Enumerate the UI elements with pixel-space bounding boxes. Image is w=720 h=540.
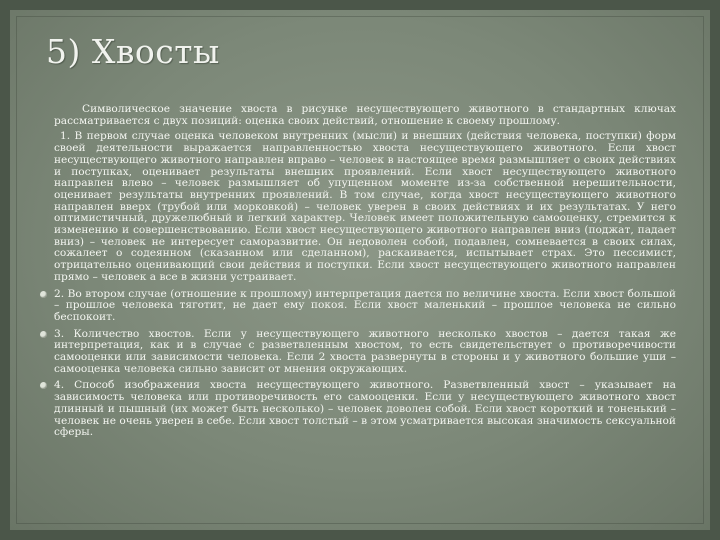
list-item [54, 131, 676, 283]
list-item [54, 380, 676, 439]
intro-paragraph: Символическое значение хвоста в рисунке несуществующего животного в стандартных ключах рассматривается с двух позиций: оценка своих действий, отношение к своему прошлому. [54, 103, 676, 127]
item-text: 2. Во втором случае (отношение к прошлому) интерпретация дается по величине хвоста. Если хвост большой – прошлое человека тяготит, не дает ему покоя. Если хвост маленький – прошлое человека не сильно беспокоит. [54, 287, 676, 323]
bullet-icon [40, 331, 47, 338]
bullet-icon [40, 382, 47, 389]
list-item [54, 329, 676, 376]
item-text: 1. В первом случае оценка человеком внутренних (мысли) и внешних (действия человека, поступки) форм своей деятельности выражается направленностью хвоста несуществующего животного. Если хвост несуществующего животного направлен вправо – человек в настоящее время размышляет о своих действиях и поступках, оценивает результаты внешних проявлений. Если хвост несуществующего животного направлен влево – человек размышляет об упущенном моменте из-за собственной нерешительности, оценивает результаты внутренних проявлений. В том случае, когда хвост несуществующего животного направлен вверх (трубой или морковкой) – человек уверен в своих действиях и их результатах. У него оптимистичный, дружелюбный и легкий характер. Человек имеет положительную самооценку, стремится к изменению и совершенствованию. Если хвост несуществующего животного направлен вниз (поджат, падает вниз) – человек не интересует саморазвитие. Он недоволен собой, подавлен, сомневается в своих силах, сожалеет о содеянном (сказанном или сделанном), раскаивается, испытывает страх. Это пессимист, отрицательно оценивающий свои действия и поступки. Если хвост несуществующего животного направлен прямо – человек а все в жизни устраивает. [54, 130, 676, 283]
item-text: 3. Количество хвостов. Если у несуществующего животного несколько хвостов – дается такая же интерпретация, как и в случае с разветвленным хвостом, то есть свидетельствует о противоречивости самооценки или зависимости человека. Если 2 хвоста развернуты в стороны и у животного большие уши – самооценка человека сильно зависит от мнения окружающих. [54, 327, 676, 375]
slide-body [54, 104, 676, 444]
list-item [54, 289, 676, 324]
item-text: 4. Способ изображения хвоста несуществующего животного. Разветвленный хвост – указывает на зависимость человека или противоречивость его самооценки. Если у несуществующего животного хвост длинный и пышный (их может быть несколько) – человек доволен собой. Если хвост короткий и тоненький – человек не очень уверен в себе. Если хвост толстый – в этом усматривается высокая значимость сексуальной сферы. [54, 379, 676, 439]
slide-title: 5) Хвосты [46, 32, 220, 71]
bullet-icon [40, 291, 47, 298]
